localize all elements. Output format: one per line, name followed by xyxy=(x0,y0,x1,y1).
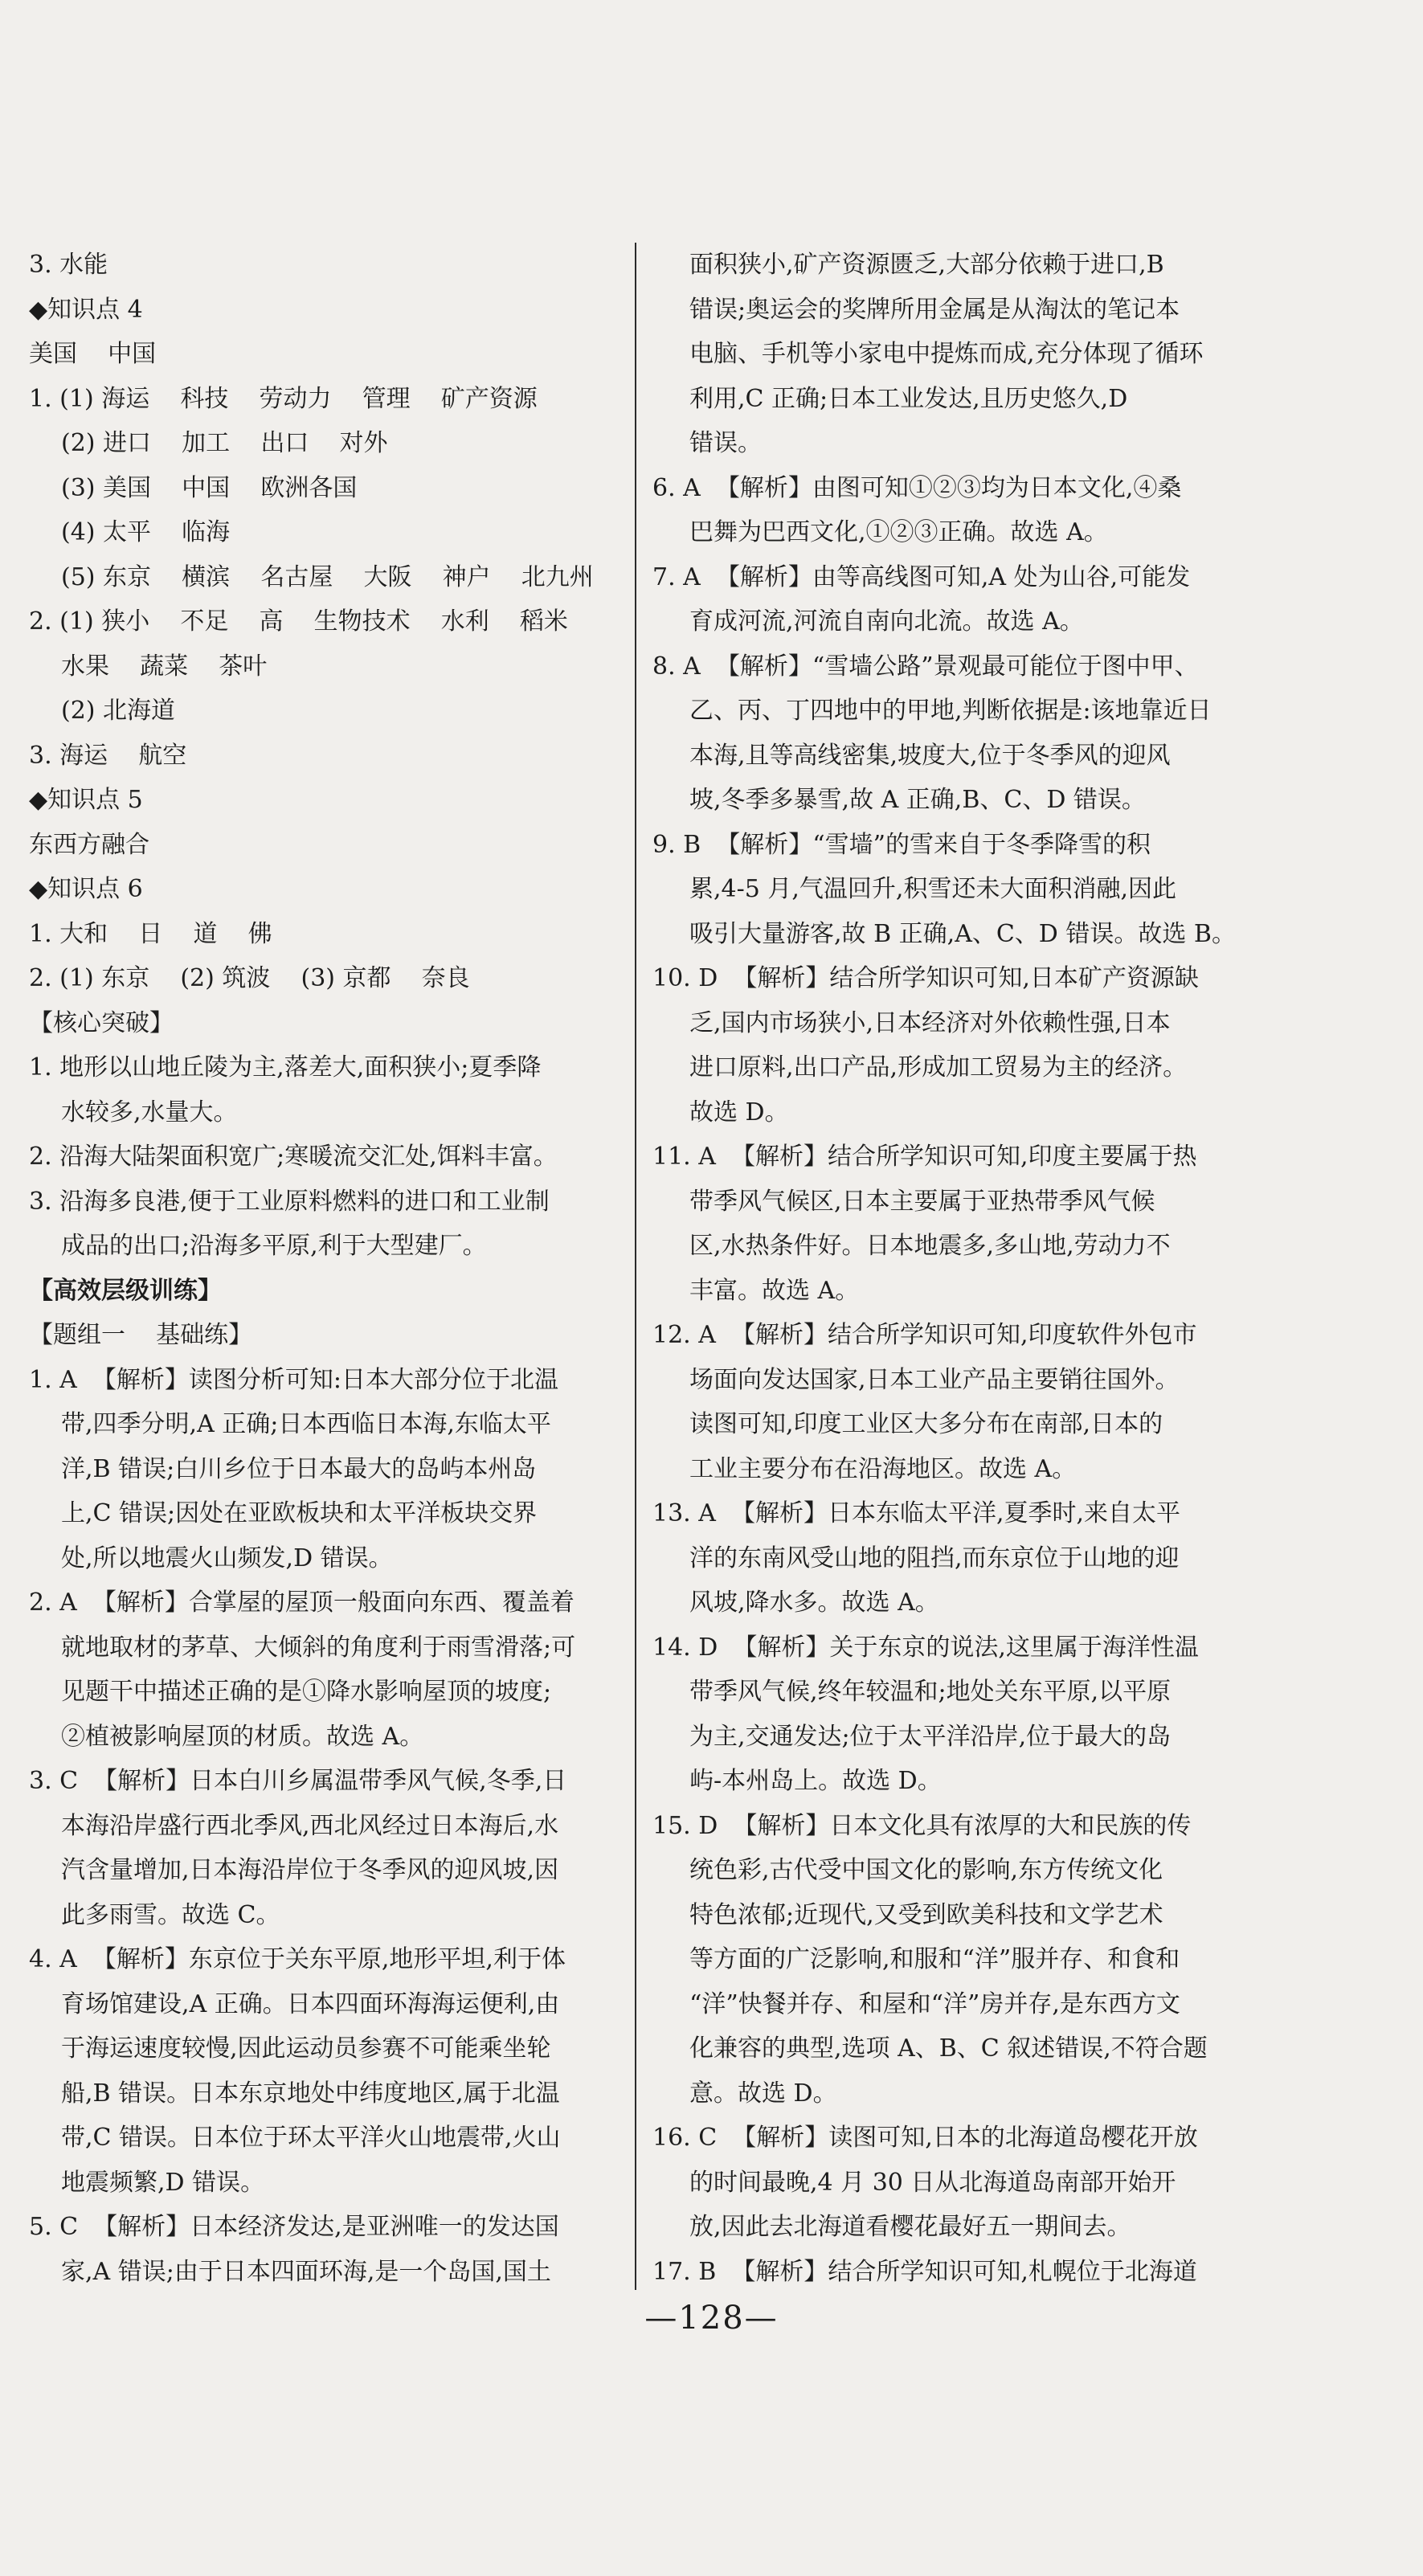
text-line: 育场馆建设,A 正确。日本四面环海海运便利,由 xyxy=(61,1989,560,2018)
text-line: 1. (1) 海运 科技 劳动力 管理 矿产资源 xyxy=(29,384,538,413)
text-line: 带季风气候区,日本主要属于亚热带季风气候 xyxy=(689,1187,1155,1216)
text-line: 统色彩,古代受中国文化的影响,东方传统文化 xyxy=(689,1856,1163,1884)
text-line: 乙、丙、丁四地中的甲地,判断依据是:该地靠近日 xyxy=(689,697,1212,725)
text-line: (4) 太平 临海 xyxy=(61,518,231,546)
text-line: 放,因此去北海道看樱花最好五一期间去。 xyxy=(689,2213,1131,2241)
text-line: 带,C 错误。日本位于环太平洋火山地震带,火山 xyxy=(61,2124,561,2152)
text-line: ◆知识点 5 xyxy=(29,786,143,814)
text-line: 此多雨雪。故选 C。 xyxy=(61,1900,280,1929)
text-line: 4. A 【解析】东京位于关东平原,地形平坦,利于体 xyxy=(29,1945,566,1973)
text-line: 10. D 【解析】结合所学知识可知,日本矿产资源缺 xyxy=(652,964,1199,992)
text-line: 洋,B 错误;白川乡位于日本最大的岛屿本州岛 xyxy=(61,1454,537,1483)
text-line: 7. A 【解析】由等高线图可知,A 处为山谷,可能发 xyxy=(652,562,1191,591)
text-line: 1. 大和 日 道 佛 xyxy=(29,919,272,948)
text-line: 工业主要分布在沿海地区。故选 A。 xyxy=(689,1454,1077,1483)
text-line: 11. A 【解析】结合所学知识可知,印度主要属于热 xyxy=(652,1143,1197,1171)
text-line: 3. C 【解析】日本白川乡属温带季风气候,冬季,日 xyxy=(29,1767,567,1795)
text-line: 3. 海运 航空 xyxy=(29,741,187,770)
text-line: 错误。 xyxy=(689,429,762,457)
left-column xyxy=(29,243,620,2294)
text-line: 屿-本州岛上。故选 D。 xyxy=(689,1767,942,1795)
text-line: 区,水热条件好。日本地震多,多山地,劳动力不 xyxy=(689,1232,1171,1260)
right-column xyxy=(652,243,1257,2294)
text-line: 的时间最晚,4 月 30 日从北海道岛南部开始开 xyxy=(689,2168,1176,2197)
text-line: 16. C 【解析】读图可知,日本的北海道岛樱花开放 xyxy=(652,2124,1198,2152)
text-line: 9. B 【解析】“雪墙”的雪来自于冬季降雪的积 xyxy=(652,830,1151,859)
text-line: 2. (1) 狭小 不足 高 生物技术 水利 稻米 xyxy=(29,607,568,636)
text-line: 就地取材的茅草、大倾斜的角度利于雨雪滑落;可 xyxy=(61,1633,576,1662)
text-line: 13. A 【解析】日本东临太平洋,夏季时,来自太平 xyxy=(652,1499,1181,1527)
text-line: 乏,国内市场狭小,日本经济对外依赖性强,日本 xyxy=(689,1008,1171,1037)
text-line: 育成河流,河流自南向北流。故选 A。 xyxy=(689,607,1084,636)
text-line: ◆知识点 6 xyxy=(29,875,143,903)
text-line: 3. 沿海多良港,便于工业原料燃料的进口和工业制 xyxy=(29,1187,550,1216)
text-line: 带季风气候,终年较温和;地处关东平原,以平原 xyxy=(689,1678,1172,1706)
text-line: 地震频繁,D 错误。 xyxy=(61,2168,265,2197)
text-line: 本海,且等高线密集,坡度大,位于冬季风的迎风 xyxy=(689,741,1171,770)
text-line: 15. D 【解析】日本文化具有浓厚的大和民族的传 xyxy=(652,1811,1192,1840)
text-line: 12. A 【解析】结合所学知识可知,印度软件外包市 xyxy=(652,1321,1197,1349)
text-line: 带,四季分明,A 正确;日本西临日本海,东临太平 xyxy=(61,1410,551,1438)
text-line: 2. (1) 东京 (2) 筑波 (3) 京都 奈良 xyxy=(29,964,470,992)
text-line: 于海运速度较慢,因此运动员参赛不可能乘坐轮 xyxy=(61,2034,551,2063)
text-line: 面积狭小,矿产资源匮乏,大部分依赖于进口,B xyxy=(689,251,1164,279)
text-line: 1. 地形以山地丘陵为主,落差大,面积狭小;夏季降 xyxy=(29,1053,542,1082)
text-line: 【题组一 基础练】 xyxy=(29,1321,253,1349)
text-line: 累,4-5 月,气温回升,积雪还未大面积消融,因此 xyxy=(689,875,1176,903)
text-line: 8. A 【解析】“雪墙公路”景观最可能位于图中甲、 xyxy=(652,652,1199,681)
text-line: 成品的出口;沿海多平原,利于大型建厂。 xyxy=(61,1232,487,1260)
text-line: 2. 沿海大陆架面积宽广;寒暖流交汇处,饵料丰富。 xyxy=(29,1143,558,1171)
text-line: 上,C 错误;因处在亚欧板块和太平洋板块交界 xyxy=(61,1499,538,1527)
text-line: 洋的东南风受山地的阻挡,而东京位于山地的迎 xyxy=(689,1544,1180,1572)
text-line: 丰富。故选 A。 xyxy=(689,1276,860,1305)
text-line: 巴舞为巴西文化,①②③正确。故选 A。 xyxy=(689,518,1108,546)
text-line: 利用,C 正确;日本工业发达,且历史悠久,D xyxy=(689,384,1128,413)
text-line: 17. B 【解析】结合所学知识可知,札幌位于北海道 xyxy=(652,2257,1197,2286)
text-line: 特色浓郁;近现代,又受到欧美科技和文学艺术 xyxy=(689,1900,1163,1929)
text-line: 电脑、手机等小家电中提炼而成,充分体现了循环 xyxy=(689,340,1204,368)
text-line: 意。故选 D。 xyxy=(689,2079,837,2108)
text-line: 水较多,水量大。 xyxy=(61,1098,238,1126)
text-line: 家,A 错误;由于日本四面环海,是一个岛国,国土 xyxy=(61,2257,551,2286)
text-line: 读图可知,印度工业区大多分布在南部,日本的 xyxy=(689,1410,1163,1438)
text-line: (5) 东京 横滨 名古屋 大阪 神户 北九州 xyxy=(61,562,594,591)
text-line: 14. D 【解析】关于东京的说法,这里属于海洋性温 xyxy=(652,1633,1199,1662)
text-line: 化兼容的典型,选项 A、B、C 叙述错误,不符合题 xyxy=(689,2034,1208,2063)
column-divider xyxy=(635,243,636,2290)
text-line: 坡,冬季多暴雪,故 A 正确,B、C、D 错误。 xyxy=(689,786,1146,814)
text-line: 3. 水能 xyxy=(29,251,108,279)
text-line: 船,B 错误。日本东京地处中纬度地区,属于北温 xyxy=(61,2079,560,2108)
text-line: 场面向发达国家,日本工业产品主要销往国外。 xyxy=(689,1365,1180,1394)
text-line: 为主,交通发达;位于太平洋沿岸,位于最大的岛 xyxy=(689,1722,1172,1751)
text-line: 故选 D。 xyxy=(689,1098,789,1126)
text-line: 见题干中描述正确的是①降水影响屋顶的坡度; xyxy=(61,1678,552,1706)
text-line: 【高效层级训练】 xyxy=(29,1276,222,1305)
text-line: (2) 北海道 xyxy=(61,697,176,725)
text-line: 汽含量增加,日本海沿岸位于冬季风的迎风坡,因 xyxy=(61,1856,559,1884)
text-line: 1. A 【解析】读图分析可知:日本大部分位于北温 xyxy=(29,1365,559,1394)
text-line: 美国 中国 xyxy=(29,340,157,368)
text-line: 2. A 【解析】合掌屋的屋顶一般面向东西、覆盖着 xyxy=(29,1589,575,1617)
text-line: 风坡,降水多。故选 A。 xyxy=(689,1589,939,1617)
text-line: 【核心突破】 xyxy=(29,1008,174,1037)
text-line: ◆知识点 4 xyxy=(29,295,143,324)
text-line: 吸引大量游客,故 B 正确,A、C、D 错误。故选 B。 xyxy=(689,919,1236,948)
text-line: 水果 蔬菜 茶叶 xyxy=(61,652,268,681)
text-line: 进口原料,出口产品,形成加工贸易为主的经济。 xyxy=(689,1053,1188,1082)
text-line: 5. C 【解析】日本经济发达,是亚洲唯一的发达国 xyxy=(29,2213,559,2241)
text-line: ②植被影响屋顶的材质。故选 A。 xyxy=(61,1722,424,1751)
text-line: (3) 美国 中国 欧洲各国 xyxy=(61,473,358,502)
text-line: 等方面的广泛影响,和服和“洋”服并存、和食和 xyxy=(689,1945,1180,1973)
text-line: 本海沿岸盛行西北季风,西北风经过日本海后,水 xyxy=(61,1811,559,1840)
text-line: 处,所以地震火山频发,D 错误。 xyxy=(61,1544,393,1572)
text-line: “洋”快餐并存、和屋和“洋”房并存,是东西方文 xyxy=(689,1989,1180,2018)
text-line: 6. A 【解析】由图可知①②③均为日本文化,④桑 xyxy=(652,473,1182,502)
page-number: —128— xyxy=(644,2300,779,2337)
text-line: 错误;奥运会的奖牌所用金属是从淘汰的笔记本 xyxy=(689,295,1180,324)
text-line: (2) 进口 加工 出口 对外 xyxy=(61,429,388,457)
text-line: 东西方融合 xyxy=(29,830,149,859)
